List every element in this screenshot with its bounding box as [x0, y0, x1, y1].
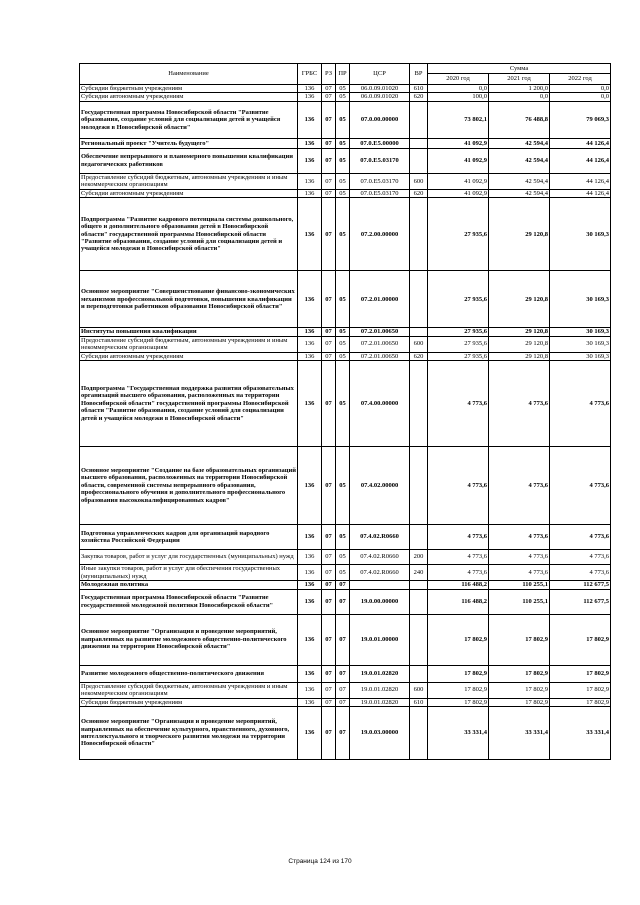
cell-rz: 07	[322, 361, 336, 447]
cell-grbs: 136	[298, 93, 322, 101]
cell-pr: 07	[336, 698, 350, 706]
cell-rz: 07	[322, 589, 336, 614]
cell-sum-2022: 79 069,3	[550, 101, 611, 138]
cell-sum-2022: 33 331,4	[550, 706, 611, 759]
cell-name: Субсидии бюджетным учреждениям	[80, 698, 298, 706]
cell-csr: 19.0.03.00000	[350, 706, 410, 759]
cell-sum-2022: 30 169,3	[550, 198, 611, 271]
cell-rz: 07	[322, 148, 336, 173]
cell-sum-2020: 41 092,9	[428, 148, 489, 173]
table-row	[80, 84, 611, 92]
cell-sum-2021: 4 773,6	[489, 361, 550, 447]
cell-vr: 620	[410, 352, 428, 360]
cell-rz: 07	[322, 682, 336, 698]
cell-name: Иные закупки товаров, работ и услуг для обеспечения государственных (муниципальных) нужд	[80, 565, 298, 581]
cell-csr	[350, 581, 410, 589]
cell-sum-2022: 4 773,6	[550, 525, 611, 550]
cell-sum-2020: 4 773,6	[428, 525, 489, 550]
table-row	[80, 550, 611, 565]
cell-name: Субсидии автономным учреждениям	[80, 352, 298, 360]
cell-name: Субсидии автономным учреждениям	[80, 93, 298, 101]
cell-sum-2021: 4 773,6	[489, 565, 550, 581]
cell-sum-2021: 17 802,9	[489, 698, 550, 706]
cell-csr: 06.0.09.01020	[350, 84, 410, 92]
cell-grbs: 136	[298, 614, 322, 665]
cell-pr: 05	[336, 173, 350, 189]
cell-sum-2022: 30 169,3	[550, 271, 611, 328]
cell-sum-2020: 27 935,6	[428, 198, 489, 271]
header-vr: ВР	[410, 64, 428, 85]
table-row	[80, 706, 611, 759]
cell-sum-2022: 44 126,4	[550, 138, 611, 148]
cell-grbs: 136	[298, 189, 322, 197]
cell-sum-2021: 17 802,9	[489, 614, 550, 665]
cell-sum-2022: 17 802,9	[550, 682, 611, 698]
header-year-2020: 2020 год	[428, 74, 489, 84]
cell-vr	[410, 198, 428, 271]
cell-pr: 07	[336, 581, 350, 589]
cell-rz: 07	[322, 93, 336, 101]
table-row	[80, 665, 611, 682]
cell-name: Основное мероприятие "Создание на базе образовательных организаций высшего образования, расположенных на территории Новосибирской области, современной системы непрерывного образования, профессионального обучения и дополнительного профессионального образования высококвалифицированных кадров"	[80, 447, 298, 525]
cell-sum-2020: 116 488,2	[428, 589, 489, 614]
cell-rz: 07	[322, 84, 336, 92]
cell-pr: 05	[336, 328, 350, 336]
cell-sum-2021: 110 255,1	[489, 589, 550, 614]
cell-name: Государственная программа Новосибирской области "Развитие образования, создание условий для социализации детей и учащейся молодежи в Новосибирской области"	[80, 101, 298, 138]
cell-sum-2022: 30 169,3	[550, 328, 611, 336]
cell-sum-2020: 27 935,6	[428, 328, 489, 336]
cell-grbs: 136	[298, 665, 322, 682]
cell-csr: 07.2.01.00650	[350, 336, 410, 352]
table-row	[80, 614, 611, 665]
cell-sum-2022: 17 802,9	[550, 614, 611, 665]
cell-csr: 07.2.01.00650	[350, 352, 410, 360]
cell-vr: 600	[410, 173, 428, 189]
cell-grbs: 136	[298, 84, 322, 92]
cell-rz: 07	[322, 336, 336, 352]
table-row	[80, 682, 611, 698]
header-pr: ПР	[336, 64, 350, 85]
cell-sum-2021: 17 802,9	[489, 665, 550, 682]
cell-pr: 05	[336, 84, 350, 92]
table-row	[80, 148, 611, 173]
cell-vr	[410, 525, 428, 550]
table-row	[80, 698, 611, 706]
cell-name: Предоставление субсидий бюджетным, автономным учреждениям и иным некоммерческим организациям	[80, 336, 298, 352]
header-grbs: ГРБС	[298, 64, 322, 85]
cell-csr: 07.2.01.00000	[350, 271, 410, 328]
cell-vr: 610	[410, 84, 428, 92]
cell-csr: 07.4.00.00000	[350, 361, 410, 447]
table-row	[80, 565, 611, 581]
cell-name: Развитие молодежного общественно-политического движения	[80, 665, 298, 682]
cell-name: Государственная программа Новосибирской области "Развитие государственной молодежной политики Новосибирской области"	[80, 589, 298, 614]
cell-csr: 07.0.E5.03170	[350, 148, 410, 173]
cell-grbs: 136	[298, 447, 322, 525]
cell-rz: 07	[322, 328, 336, 336]
cell-sum-2020: 41 092,9	[428, 189, 489, 197]
cell-vr	[410, 271, 428, 328]
cell-grbs: 136	[298, 682, 322, 698]
cell-name: Предоставление субсидий бюджетным, автономным учреждениям и иным некоммерческим организациям	[80, 173, 298, 189]
cell-sum-2020: 17 802,9	[428, 698, 489, 706]
cell-sum-2020: 4 773,6	[428, 361, 489, 447]
cell-sum-2020: 4 773,6	[428, 550, 489, 565]
cell-sum-2020: 4 773,6	[428, 565, 489, 581]
cell-csr: 07.0.E5.00000	[350, 138, 410, 148]
header-year-2022: 2022 год	[550, 74, 611, 84]
cell-sum-2022: 17 802,9	[550, 698, 611, 706]
cell-csr: 19.0.01.02820	[350, 665, 410, 682]
cell-csr: 07.2.00.00000	[350, 198, 410, 271]
cell-name: Субсидии бюджетным учреждениям	[80, 84, 298, 92]
cell-vr: 600	[410, 682, 428, 698]
cell-sum-2021: 42 594,4	[489, 189, 550, 197]
cell-csr: 07.2.01.00650	[350, 328, 410, 336]
cell-grbs: 136	[298, 173, 322, 189]
cell-grbs: 136	[298, 581, 322, 589]
cell-sum-2021: 42 594,4	[489, 173, 550, 189]
cell-name: Подготовка управленческих кадров для организаций народного хозяйства Российской Федерации	[80, 525, 298, 550]
cell-pr: 05	[336, 352, 350, 360]
table-row	[80, 198, 611, 271]
cell-sum-2022: 0,0	[550, 93, 611, 101]
cell-sum-2021: 17 802,9	[489, 682, 550, 698]
cell-pr: 05	[336, 148, 350, 173]
cell-sum-2022: 4 773,6	[550, 447, 611, 525]
cell-pr: 05	[336, 336, 350, 352]
cell-rz: 07	[322, 447, 336, 525]
table-row	[80, 525, 611, 550]
cell-pr: 05	[336, 101, 350, 138]
cell-pr: 05	[336, 189, 350, 197]
cell-sum-2022: 44 126,4	[550, 173, 611, 189]
header-year-2021: 2021 год	[489, 74, 550, 84]
cell-rz: 07	[322, 565, 336, 581]
cell-rz: 07	[322, 101, 336, 138]
cell-name: Региональный проект "Учитель будущего"	[80, 138, 298, 148]
cell-sum-2021: 29 120,8	[489, 336, 550, 352]
cell-sum-2021: 4 773,6	[489, 550, 550, 565]
table-row	[80, 173, 611, 189]
cell-name: Подпрограмма "Развитие кадрового потенциала системы дошкольного, общего и дополнительного образования детей в Новосибирской области" государственной программы Новосибирской области "Развитие образования, создание условий для социализации детей и учащейся молодежи в Новосибирской области"	[80, 198, 298, 271]
cell-sum-2020: 17 802,9	[428, 665, 489, 682]
cell-sum-2020: 27 935,6	[428, 336, 489, 352]
cell-pr: 07	[336, 589, 350, 614]
table-row	[80, 93, 611, 101]
cell-vr	[410, 447, 428, 525]
cell-grbs: 136	[298, 328, 322, 336]
cell-name: Институты повышения квалификации	[80, 328, 298, 336]
cell-pr: 05	[336, 271, 350, 328]
table-body	[80, 84, 611, 759]
table-row	[80, 328, 611, 336]
cell-sum-2022: 4 773,6	[550, 361, 611, 447]
cell-sum-2020: 4 773,6	[428, 447, 489, 525]
cell-vr	[410, 148, 428, 173]
cell-vr	[410, 614, 428, 665]
cell-csr: 07.4.02.00000	[350, 447, 410, 525]
cell-sum-2020: 116 488,2	[428, 581, 489, 589]
cell-pr: 07	[336, 614, 350, 665]
cell-rz: 07	[322, 189, 336, 197]
cell-grbs: 136	[298, 148, 322, 173]
cell-grbs: 136	[298, 565, 322, 581]
cell-vr	[410, 589, 428, 614]
cell-name: Молодежная политика	[80, 581, 298, 589]
cell-vr: 620	[410, 189, 428, 197]
cell-sum-2021: 4 773,6	[489, 525, 550, 550]
cell-name: Закупка товаров, работ и услуг для государственных (муниципальных) нужд	[80, 550, 298, 565]
cell-pr: 05	[336, 93, 350, 101]
cell-grbs: 136	[298, 352, 322, 360]
cell-vr	[410, 328, 428, 336]
cell-vr	[410, 361, 428, 447]
cell-sum-2022: 0,0	[550, 84, 611, 92]
cell-grbs: 136	[298, 589, 322, 614]
table-row	[80, 589, 611, 614]
cell-pr: 05	[336, 565, 350, 581]
cell-rz: 07	[322, 665, 336, 682]
cell-csr: 19.0.01.00000	[350, 614, 410, 665]
cell-rz: 07	[322, 525, 336, 550]
cell-sum-2020: 73 802,1	[428, 101, 489, 138]
cell-rz: 07	[322, 173, 336, 189]
cell-name: Основное мероприятие "Организация и проведение мероприятий, направленных на обеспечение культурного, нравственного, духовного, интеллектуального и творческого развития молодежи на территории Новосибирской области"	[80, 706, 298, 759]
cell-sum-2020: 17 802,9	[428, 614, 489, 665]
header-csr: ЦСР	[350, 64, 410, 85]
cell-sum-2020: 17 802,9	[428, 682, 489, 698]
cell-vr	[410, 101, 428, 138]
cell-pr: 05	[336, 138, 350, 148]
table-row	[80, 447, 611, 525]
cell-name: Предоставление субсидий бюджетным, автономным учреждениям и иным некоммерческим организациям	[80, 682, 298, 698]
cell-sum-2021: 29 120,8	[489, 328, 550, 336]
cell-sum-2020: 27 935,6	[428, 271, 489, 328]
cell-sum-2020: 27 935,6	[428, 352, 489, 360]
header-sum: Сумма	[428, 64, 611, 74]
cell-name: Обеспечение непрерывного и планомерного повышения квалификации педагогических работников	[80, 148, 298, 173]
cell-sum-2021: 110 255,1	[489, 581, 550, 589]
cell-csr: 07.0.E5.03170	[350, 173, 410, 189]
cell-csr: 07.0.E5.03170	[350, 189, 410, 197]
cell-sum-2021: 4 773,6	[489, 447, 550, 525]
cell-csr: 07.4.02.R0660	[350, 565, 410, 581]
cell-csr: 07.4.02.R0660	[350, 550, 410, 565]
cell-grbs: 136	[298, 198, 322, 271]
table-header	[80, 64, 611, 85]
cell-sum-2022: 112 677,5	[550, 581, 611, 589]
cell-vr: 200	[410, 550, 428, 565]
cell-rz: 07	[322, 698, 336, 706]
budget-table	[79, 63, 611, 760]
cell-sum-2022: 30 169,3	[550, 336, 611, 352]
cell-name: Основное мероприятие "Совершенствование финансово-экономических механизмов профессиональной подготовки, повышения квалификации и переподготовки работников образования Новосибирской области"	[80, 271, 298, 328]
cell-sum-2021: 42 594,4	[489, 138, 550, 148]
cell-vr	[410, 581, 428, 589]
table-row	[80, 189, 611, 197]
cell-grbs: 136	[298, 525, 322, 550]
cell-sum-2022: 30 169,3	[550, 352, 611, 360]
cell-sum-2021: 42 594,4	[489, 148, 550, 173]
cell-csr: 07.4.02.R0660	[350, 525, 410, 550]
cell-rz: 07	[322, 138, 336, 148]
cell-sum-2022: 44 126,4	[550, 148, 611, 173]
cell-sum-2022: 44 126,4	[550, 189, 611, 197]
cell-csr: 19.0.01.02820	[350, 682, 410, 698]
cell-sum-2021: 0,0	[489, 93, 550, 101]
cell-sum-2022: 112 677,5	[550, 589, 611, 614]
cell-pr: 07	[336, 665, 350, 682]
cell-csr: 19.0.01.02820	[350, 698, 410, 706]
cell-pr: 05	[336, 550, 350, 565]
page-footer: Страница 124 из 170	[288, 858, 352, 865]
table-row	[80, 271, 611, 328]
cell-vr: 610	[410, 698, 428, 706]
cell-csr: 07.0.00.00000	[350, 101, 410, 138]
table-row	[80, 581, 611, 589]
cell-grbs: 136	[298, 361, 322, 447]
cell-pr: 07	[336, 706, 350, 759]
cell-grbs: 136	[298, 550, 322, 565]
cell-vr	[410, 706, 428, 759]
cell-pr: 05	[336, 447, 350, 525]
cell-sum-2021: 29 120,8	[489, 198, 550, 271]
cell-rz: 07	[322, 352, 336, 360]
cell-pr: 05	[336, 198, 350, 271]
cell-sum-2020: 33 331,4	[428, 706, 489, 759]
cell-name: Подпрограмма "Государственная поддержка развития образовательных организаций высшего образования, расположенных на территории Новосибирской области" государственной программы Новосибирской области "Развитие образования, создание условий для социализации детей и учащейся молодежи в Новосибирской области"	[80, 361, 298, 447]
cell-pr: 07	[336, 682, 350, 698]
cell-sum-2021: 33 331,4	[489, 706, 550, 759]
header-name: Наименование	[80, 64, 298, 85]
cell-rz: 07	[322, 706, 336, 759]
cell-vr: 600	[410, 336, 428, 352]
cell-rz: 07	[322, 581, 336, 589]
cell-rz: 07	[322, 614, 336, 665]
cell-sum-2021: 29 120,8	[489, 271, 550, 328]
cell-vr: 620	[410, 93, 428, 101]
cell-sum-2022: 4 773,6	[550, 565, 611, 581]
cell-sum-2020: 0,0	[428, 84, 489, 92]
cell-grbs: 136	[298, 138, 322, 148]
cell-pr: 05	[336, 525, 350, 550]
table-row	[80, 101, 611, 138]
cell-csr: 06.0.09.01020	[350, 93, 410, 101]
cell-sum-2020: 41 092,9	[428, 138, 489, 148]
cell-sum-2021: 76 488,8	[489, 101, 550, 138]
cell-grbs: 136	[298, 336, 322, 352]
cell-rz: 07	[322, 198, 336, 271]
cell-grbs: 136	[298, 271, 322, 328]
table-row	[80, 336, 611, 352]
cell-rz: 07	[322, 271, 336, 328]
cell-name: Основное мероприятие "Организация и проведение мероприятий, направленных на развитие молодежного общественно-политического движения на территории Новосибирской области"	[80, 614, 298, 665]
table-row	[80, 352, 611, 360]
cell-sum-2022: 17 802,9	[550, 665, 611, 682]
cell-name: Субсидии автономным учреждениям	[80, 189, 298, 197]
table-row	[80, 138, 611, 148]
header-rz: РЗ	[322, 64, 336, 85]
cell-grbs: 136	[298, 698, 322, 706]
cell-vr	[410, 138, 428, 148]
cell-sum-2021: 29 120,8	[489, 352, 550, 360]
cell-grbs: 136	[298, 706, 322, 759]
cell-vr: 240	[410, 565, 428, 581]
budget-table-sheet	[79, 63, 610, 760]
cell-sum-2022: 4 773,6	[550, 550, 611, 565]
cell-rz: 07	[322, 550, 336, 565]
cell-vr	[410, 665, 428, 682]
cell-sum-2020: 100,0	[428, 93, 489, 101]
cell-pr: 05	[336, 361, 350, 447]
cell-sum-2021: 1 200,0	[489, 84, 550, 92]
cell-sum-2020: 41 092,9	[428, 173, 489, 189]
table-row	[80, 361, 611, 447]
cell-grbs: 136	[298, 101, 322, 138]
cell-csr: 19.0.00.00000	[350, 589, 410, 614]
